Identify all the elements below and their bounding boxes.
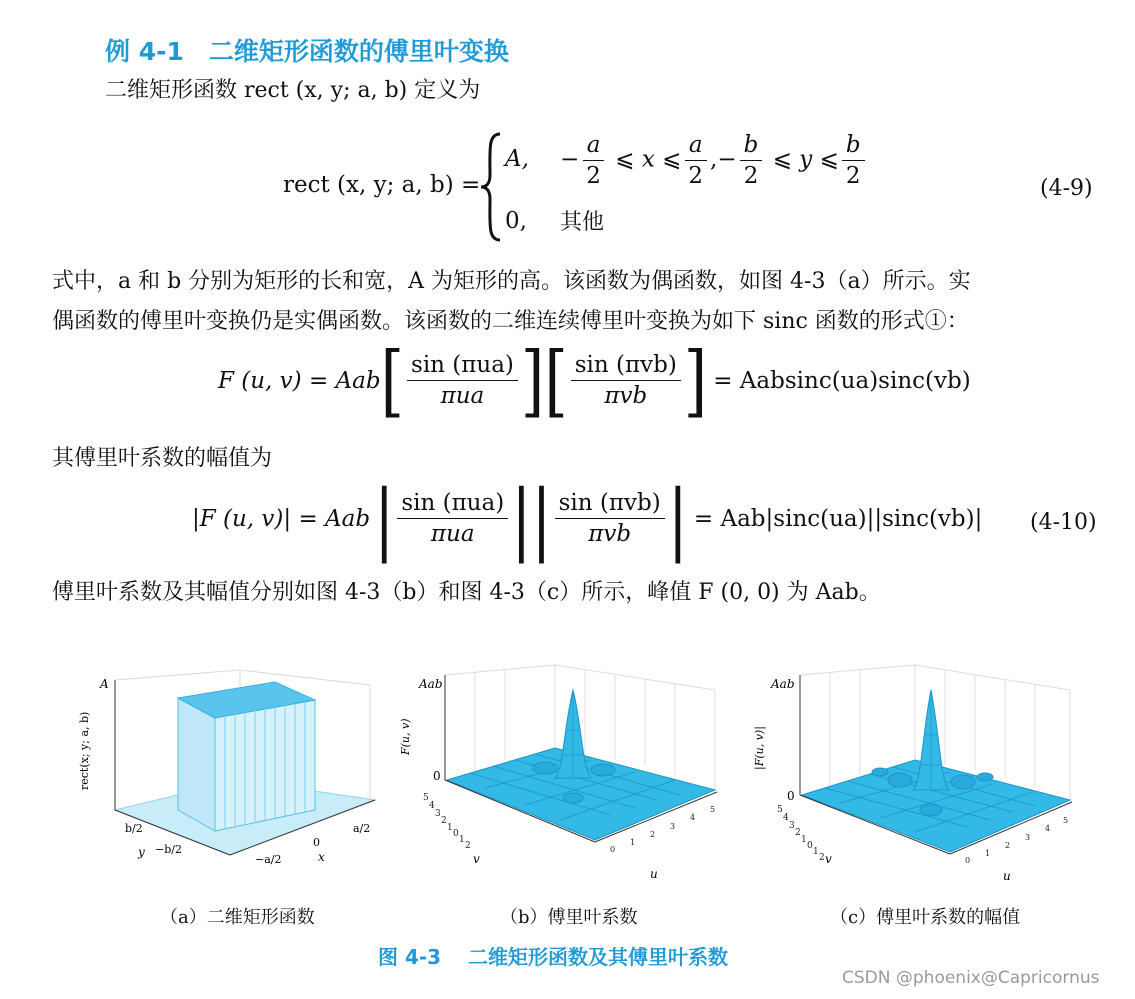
- plot-a-x-tick-1: a/2: [353, 822, 371, 835]
- eq-4-9-case1-value: A,: [505, 146, 529, 172]
- plot-b-z-label: F(u, v): [399, 718, 412, 755]
- eq-fourier-frac1-num: sin (πua): [407, 350, 518, 381]
- svg-text:0: 0: [965, 856, 971, 865]
- caption-a: （a）二维矩形函数: [160, 907, 315, 928]
- svg-text:4: 4: [783, 813, 789, 823]
- plot-a-y-tick-1: b/2: [125, 822, 143, 835]
- plot-fourier-magnitude: [745, 660, 1080, 885]
- svg-text:0: 0: [610, 845, 616, 854]
- svg-text:2: 2: [1005, 841, 1011, 850]
- plot-a-y-tick-2: −b/2: [155, 843, 182, 856]
- caption-b: （b）傅里叶系数: [500, 907, 638, 928]
- svg-text:2: 2: [441, 816, 447, 826]
- plot-a-x-label: x: [318, 850, 325, 864]
- plot-a-x-tick-2: 0: [313, 836, 320, 849]
- svg-text:4: 4: [690, 813, 696, 822]
- svg-text:1: 1: [801, 835, 807, 845]
- para1-line2: 偶函数的傅里叶变换仍是实偶函数。该函数的二维连续傅里叶变换为如下 sinc 函数的形式①：: [52, 309, 969, 334]
- eq-4-10: |F (u, v)| = Aab | $\frac{\text{sin (πua)}}{\text{πua}}$ | | $\frac{\text{sin (πvb)}}{\text{πvb}}$ | = Aab|sinc(ua)||sinc(vb)|: [192, 473, 983, 564]
- plot-b-z-top: Aab: [419, 677, 443, 691]
- para1-line1: 式中，a 和 b 分别为矩形的长和宽，A 为矩形的高。该函数为偶函数，如图 4-3（a）所示。实: [52, 269, 971, 294]
- svg-text:2: 2: [650, 830, 656, 839]
- plot-a-z-label: rect(x; y; a, b): [78, 711, 91, 790]
- plot-c-z-label: |F(u, v)|: [753, 726, 766, 770]
- eq-fourier-frac1-den: πua: [440, 383, 485, 409]
- eq-4-10-lhs: |F (u, v)| = Aab: [192, 505, 371, 532]
- eq-4-10-frac2-den: πvb: [588, 521, 632, 547]
- figure-caption: 图 4-3 二维矩形函数及其傅里叶系数: [378, 945, 729, 969]
- plot-c-u-label: u: [1003, 869, 1011, 883]
- eq-fourier: F (u, v) = Aab [ $\frac{\text{sin (πua)}}{\text{πua}}$ ] [ $\frac{\text{sin (πvb)}}{\text{πvb}}$ ] = Aabsinc(ua)sinc(vb): [218, 335, 971, 426]
- plot-c-v-ticks: [777, 805, 825, 863]
- svg-text:0: 0: [453, 829, 459, 839]
- cases-brace: [478, 130, 504, 245]
- svg-text:5: 5: [777, 805, 783, 815]
- svg-text:3: 3: [670, 822, 676, 831]
- para3: 傅里叶系数及其幅值分别如图 4-3（b）和图 4-3（c）所示，峰值 F (0, 0) 为 Aab。: [52, 580, 881, 605]
- svg-text:1: 1: [813, 847, 819, 857]
- plot-b-u-label: u: [650, 867, 658, 881]
- eq-fourier-lhs: F (u, v) = Aab: [218, 367, 381, 394]
- svg-text:2: 2: [819, 853, 825, 863]
- svg-text:1: 1: [447, 823, 453, 833]
- plot-c-z-top: Aab: [771, 677, 795, 691]
- svg-text:3: 3: [1025, 833, 1031, 842]
- eq-4-10-frac1-den: πua: [430, 521, 475, 547]
- plot-fourier-coefficients: [395, 660, 730, 885]
- eq-4-10-frac1-num: sin (πua): [397, 488, 508, 519]
- example-title: 例 4-1 二维矩形函数的傅里叶变换: [105, 37, 509, 66]
- para2: 其傅里叶系数的幅值为: [52, 446, 273, 471]
- svg-text:1: 1: [630, 838, 636, 847]
- svg-text:3: 3: [789, 821, 795, 831]
- eq-fourier-frac2-num: sin (πvb): [571, 350, 681, 381]
- eq-fourier-frac2-den: πvb: [604, 383, 648, 409]
- plot-a-y-label: y: [138, 845, 145, 859]
- svg-text:2: 2: [465, 841, 471, 851]
- eq-4-9-number: (4-9): [1040, 176, 1093, 201]
- eq-4-9-case2-condition: 其他: [560, 210, 605, 235]
- svg-text:2: 2: [795, 828, 801, 838]
- svg-text:4: 4: [429, 801, 435, 811]
- svg-text:5: 5: [423, 793, 429, 803]
- svg-text:3: 3: [435, 809, 441, 819]
- eq-4-9-case2-value: 0,: [505, 208, 527, 234]
- intro-text: 二维矩形函数 rect (x, y; a, b) 定义为: [105, 78, 481, 103]
- plot-b-v-label: v: [473, 852, 480, 866]
- plot-c-z-zero: 0: [787, 789, 795, 803]
- plot-b-z-zero: 0: [433, 769, 441, 783]
- plot-c-v-label: v: [825, 852, 832, 866]
- eq-fourier-rhs: = Aabsinc(ua)sinc(vb): [713, 367, 971, 394]
- caption-c: （c）傅里叶系数的幅值: [830, 907, 1021, 928]
- svg-text:5: 5: [1063, 816, 1069, 825]
- svg-text:0: 0: [807, 841, 813, 851]
- eq-4-10-frac2-num: sin (πvb): [555, 488, 665, 519]
- eq-4-9-lhs: rect (x, y; a, b) =: [283, 172, 481, 198]
- plot-b-v-ticks: [423, 793, 471, 851]
- watermark: CSDN @phoenix@Capricornus: [842, 968, 1100, 988]
- eq-4-10-number: (4-10): [1030, 510, 1097, 535]
- plot-rect-function: [70, 660, 390, 880]
- svg-text:4: 4: [1045, 824, 1051, 833]
- svg-text:1: 1: [459, 835, 465, 845]
- svg-text:5: 5: [710, 805, 716, 814]
- eq-4-10-rhs: = Aab|sinc(ua)||sinc(vb)|: [693, 505, 983, 532]
- plot-a-x-tick-3: −a/2: [255, 853, 282, 866]
- plot-a-z-top: A: [100, 677, 109, 691]
- eq-4-9-case1-condition: − $\frac{a}{2}$ ⩽ x ⩽ $\frac{a}{2}$ ,− $\frac{b}{2}$ ⩽ y ⩽ $\frac{b}{2}$: [560, 130, 868, 191]
- svg-text:1: 1: [985, 849, 991, 858]
